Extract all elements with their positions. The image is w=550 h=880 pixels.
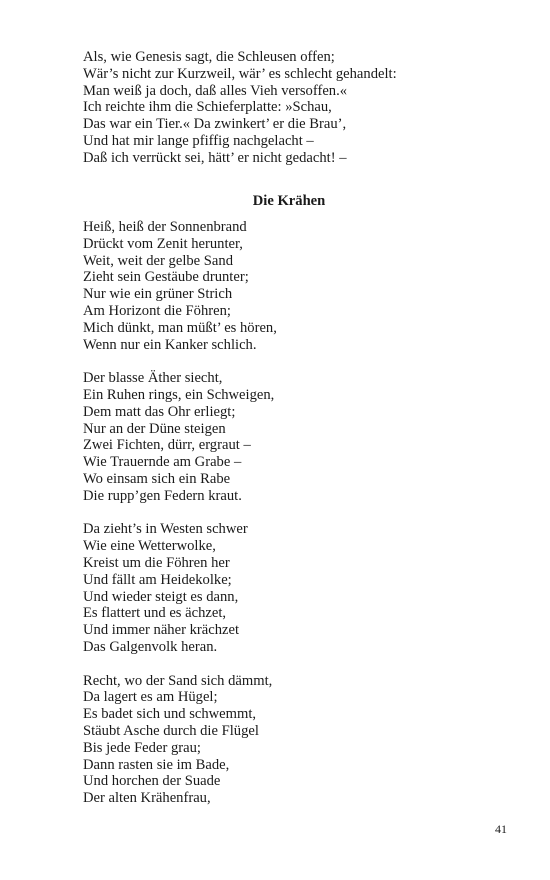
poem-line: Mich dünkt, man müßt’ es hören, bbox=[83, 319, 277, 336]
poem-line: Es badet sich und schwemmt, bbox=[83, 706, 257, 723]
poem-line: Und wieder steigt es dann, bbox=[83, 588, 239, 605]
poem-line: Und hat mir lange pfiffig nachgelacht – bbox=[83, 132, 314, 149]
poem-line: Kreist um die Föhren her bbox=[83, 554, 230, 571]
poem-line: Das Galgenvolk heran. bbox=[83, 638, 218, 655]
poem-line: Dann rasten sie im Bade, bbox=[83, 756, 230, 773]
stanza-4 bbox=[83, 673, 483, 807]
poem-line: Und immer näher krächzet bbox=[83, 622, 239, 639]
poem-line: Heiß, heiß der Sonnenbrand bbox=[83, 219, 247, 235]
stanza-3 bbox=[83, 521, 483, 655]
poem-line: Daß ich verrückt sei, hätt’ er nicht gedacht! – bbox=[83, 149, 347, 166]
poem-line: Dem matt das Ohr erliegt; bbox=[83, 403, 236, 420]
poem-line: Der alten Krähenfrau, bbox=[83, 790, 211, 807]
poem-line: Nur an der Düne steigen bbox=[83, 420, 226, 437]
poem-line: Das war ein Tier.« Da zwinkert’ er die Brau’, bbox=[83, 116, 347, 133]
poem-line: Weit, weit der gelbe Sand bbox=[83, 252, 233, 269]
page-number: 41 bbox=[495, 822, 507, 836]
previous-poem-ending bbox=[83, 49, 483, 167]
poem-line: Und fällt am Heidekolke; bbox=[83, 571, 232, 588]
poem-line: Bis jede Feder grau; bbox=[83, 739, 201, 756]
poem-line: Wie eine Wetterwolke, bbox=[83, 538, 216, 555]
poem-line: Wo einsam sich ein Rabe bbox=[83, 470, 231, 487]
poem-line: Der blasse Äther siecht, bbox=[83, 370, 223, 387]
poem-line: Recht, wo der Sand sich dämmt, bbox=[83, 672, 273, 689]
poem-line: Nur wie ein grüner Strich bbox=[83, 286, 233, 303]
poem-line: Am Horizont die Föhren; bbox=[83, 302, 231, 319]
poem-line: Stäubt Asche durch die Flügel bbox=[83, 722, 259, 739]
poem-line: Als, wie Genesis sagt, die Schleusen offen; bbox=[83, 49, 335, 65]
poem-line: Ich reichte ihm die Schieferplatte: »Schau, bbox=[83, 99, 332, 116]
stanza-1 bbox=[83, 219, 483, 353]
poem-line: Zwei Fichten, dürr, ergraut – bbox=[83, 437, 251, 454]
poem-line: Da lagert es am Hügel; bbox=[83, 689, 218, 706]
poem-line: Zieht sein Gestäube drunter; bbox=[83, 269, 249, 286]
poem-body bbox=[83, 219, 483, 807]
poem-title: Die Krähen bbox=[252, 193, 326, 209]
poem-line: Ein Ruhen rings, ein Schweigen, bbox=[83, 386, 275, 403]
poem-line: Es flattert und es ächzet, bbox=[83, 605, 227, 622]
poem-line: Wär’s nicht zur Kurzweil, wär’ es schlecht gehandelt: bbox=[83, 65, 397, 82]
stanza-2 bbox=[83, 370, 483, 504]
poem-line: Da zieht’s in Westen schwer bbox=[83, 521, 248, 538]
poem-line: Und horchen der Suade bbox=[83, 773, 221, 790]
poem-line: Wie Trauernde am Grabe – bbox=[83, 454, 242, 471]
poem-line: Wenn nur ein Kanker schlich. bbox=[83, 336, 257, 353]
poem-line: Man weiß ja doch, daß alles Vieh versoffen.« bbox=[83, 82, 348, 99]
poem-line: Drückt vom Zenit herunter, bbox=[83, 235, 243, 252]
poem-line: Die rupp’gen Federn kraut. bbox=[83, 487, 242, 504]
